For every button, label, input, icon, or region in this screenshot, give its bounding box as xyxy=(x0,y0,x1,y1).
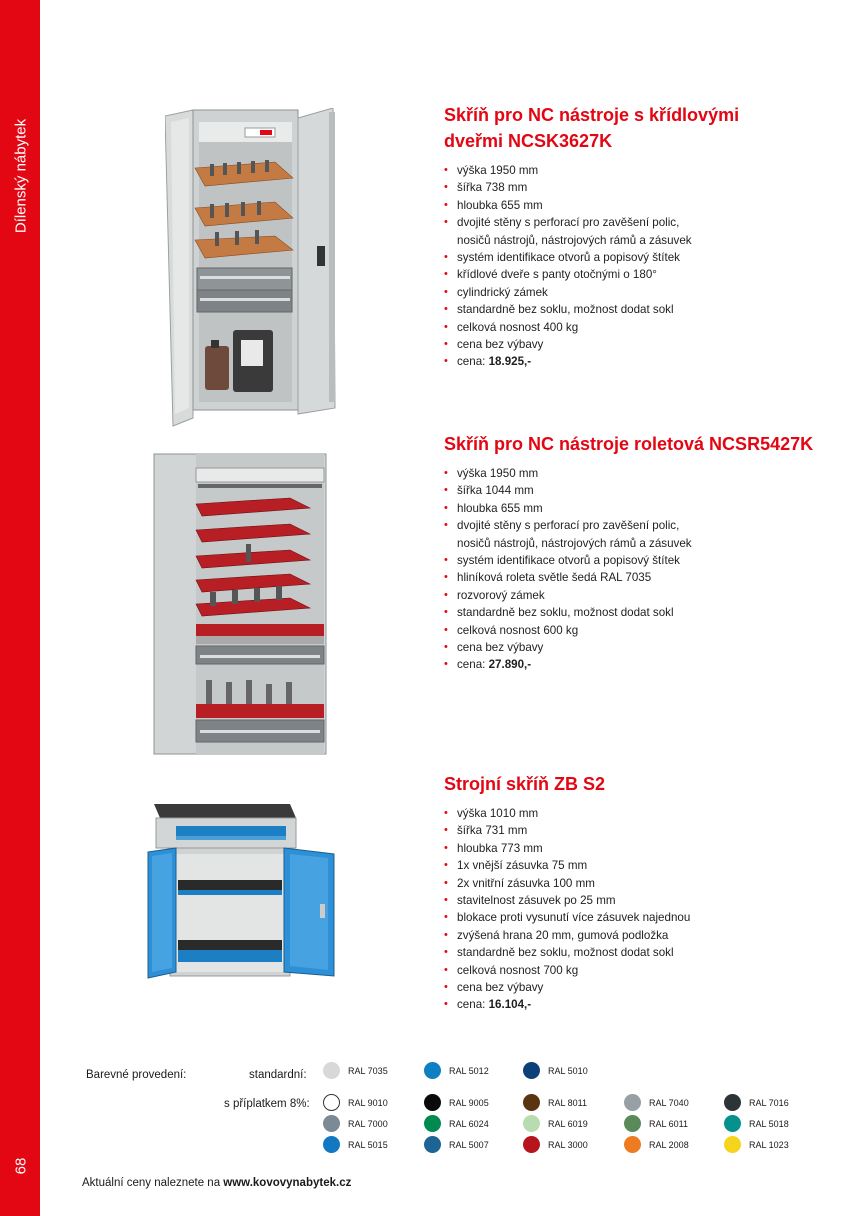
spec-item: • šířka 738 mm xyxy=(444,179,844,196)
price: • cena: 18.925,- xyxy=(444,353,844,370)
color-code: RAL 3000 xyxy=(548,1139,588,1150)
spec-item: • dvojité stěny s perforací pro zavěšení polic, xyxy=(444,517,844,534)
spec-item: • systém identifikace otvorů a popisový štítek xyxy=(444,249,844,266)
color-swatch xyxy=(424,1094,489,1111)
standard-label: standardní: xyxy=(249,1069,307,1081)
color-swatch xyxy=(724,1094,789,1111)
spec-item: • standardně bez soklu, možnost dodat sokl xyxy=(444,301,844,318)
product-ncsk3627k xyxy=(444,102,844,371)
color-swatch xyxy=(323,1115,388,1132)
spec-item: • hloubka 655 mm xyxy=(444,500,844,517)
spec-item: • blokace proti vysunutí více zásuvek najednou xyxy=(444,909,844,926)
color-swatch xyxy=(523,1136,588,1153)
spec-item: • hloubka 655 mm xyxy=(444,197,844,214)
product-zb-s2 xyxy=(444,771,844,1014)
color-swatch xyxy=(624,1136,689,1153)
section-title: Dílenský nábytek xyxy=(12,118,30,234)
color-code: RAL 1023 xyxy=(749,1139,789,1150)
spec-item: • cena bez výbavy xyxy=(444,336,844,353)
sidebar xyxy=(0,0,40,1216)
color-code: RAL 8011 xyxy=(548,1097,588,1108)
color-code: RAL 6024 xyxy=(449,1118,489,1129)
color-dot xyxy=(424,1094,441,1111)
spec-item: • výška 1950 mm xyxy=(444,162,844,179)
color-swatch xyxy=(424,1115,489,1132)
color-code: RAL 7040 xyxy=(649,1097,689,1108)
product-title: Skříň pro NC nástroje s křídlovými dveřmi NCSK3627K xyxy=(444,105,740,151)
spec-item: • 1x vnější zásuvka 75 mm xyxy=(444,857,844,874)
color-dot xyxy=(323,1094,340,1111)
spec-item: • 2x vnitřní zásuvka 100 mm xyxy=(444,875,844,892)
color-swatch xyxy=(724,1115,789,1132)
color-swatch xyxy=(624,1094,689,1111)
color-dot xyxy=(724,1136,741,1153)
color-code: RAL 9010 xyxy=(348,1097,388,1108)
product-image-zb-s2 xyxy=(140,800,340,990)
color-code: RAL 5015 xyxy=(348,1139,388,1150)
color-dot xyxy=(724,1115,741,1132)
color-dot xyxy=(424,1062,441,1079)
spec-list xyxy=(444,805,844,1014)
color-swatch xyxy=(323,1094,388,1111)
product-ncsr5427k xyxy=(444,431,844,674)
color-code: RAL 7035 xyxy=(348,1065,388,1076)
spec-item-continued: nosičů nástrojů, nástrojových rámů a zásuvek xyxy=(457,536,692,550)
spec-item: • křídlové dveře s panty otočnými o 180° xyxy=(444,266,844,283)
color-swatch xyxy=(523,1094,587,1111)
color-dot xyxy=(323,1062,340,1079)
spec-item: • šířka 1044 mm xyxy=(444,482,844,499)
color-dot xyxy=(624,1136,641,1153)
spec-item: • hloubka 773 mm xyxy=(444,840,844,857)
page-number: 68 xyxy=(12,1157,30,1175)
color-dot xyxy=(724,1094,741,1111)
product-image-ncsr5427k xyxy=(150,452,330,762)
color-options xyxy=(0,1060,860,1160)
spec-list xyxy=(444,162,844,371)
price: • cena: 16.104,- xyxy=(444,996,844,1013)
product-title: Strojní skříň ZB S2 xyxy=(444,774,606,794)
spec-item: • celková nosnost 400 kg xyxy=(444,319,844,336)
spec-item: • cena bez výbavy xyxy=(444,979,844,996)
color-swatch xyxy=(323,1136,388,1153)
color-swatch xyxy=(624,1115,688,1132)
spec-item: • šířka 731 mm xyxy=(444,822,844,839)
color-swatch xyxy=(523,1062,588,1079)
spec-item: • cena bez výbavy xyxy=(444,639,844,656)
color-dot xyxy=(424,1115,441,1132)
color-dot xyxy=(624,1115,641,1132)
product-title: Skříň pro NC nástroje roletová NCSR5427K xyxy=(444,434,814,454)
color-code: RAL 5007 xyxy=(449,1139,489,1150)
spec-item: • standardně bez soklu, možnost dodat sokl xyxy=(444,604,844,621)
color-dot xyxy=(523,1136,540,1153)
color-code: RAL 7000 xyxy=(348,1118,388,1129)
spec-list xyxy=(444,465,844,674)
spec-item: • dvojité stěny s perforací pro zavěšení polic, xyxy=(444,214,844,231)
color-code: RAL 5018 xyxy=(749,1118,789,1129)
color-dot xyxy=(624,1094,641,1111)
color-dot xyxy=(523,1062,540,1079)
spec-item: • celková nosnost 700 kg xyxy=(444,962,844,979)
color-swatch xyxy=(523,1115,588,1132)
color-swatch xyxy=(424,1136,489,1153)
spec-item: • zvýšená hrana 20 mm, gumová podložka xyxy=(444,927,844,944)
spec-item: • celková nosnost 600 kg xyxy=(444,622,844,639)
spec-item-continued: nosičů nástrojů, nástrojových rámů a zásuvek xyxy=(457,233,692,247)
extra-label: s příplatkem 8%: xyxy=(224,1098,310,1110)
color-dot xyxy=(523,1115,540,1132)
color-code: RAL 6019 xyxy=(548,1118,588,1129)
spec-item: • rozvorový zámek xyxy=(444,587,844,604)
website-link[interactable]: www.kovovynabytek.cz xyxy=(223,1177,352,1189)
colors-heading: Barevné provedení: xyxy=(86,1069,187,1081)
spec-item: • systém identifikace otvorů a popisový štítek xyxy=(444,552,844,569)
price: • cena: 27.890,- xyxy=(444,656,844,673)
product-image-ncsk3627k xyxy=(165,108,355,428)
color-swatch xyxy=(724,1136,789,1153)
color-dot xyxy=(323,1136,340,1153)
spec-item: • standardně bez soklu, možnost dodat sokl xyxy=(444,944,844,961)
color-code: RAL 9005 xyxy=(449,1097,489,1108)
color-code: RAL 6011 xyxy=(649,1118,689,1129)
footer-note: Aktuální ceny naleznete na www.kovovynabytek.cz xyxy=(82,1177,352,1189)
spec-item: • výška 1950 mm xyxy=(444,465,844,482)
spec-item: • výška 1010 mm xyxy=(444,805,844,822)
color-code: RAL 5012 xyxy=(449,1065,489,1076)
color-dot xyxy=(323,1115,340,1132)
spec-item: • stavitelnost zásuvek po 25 mm xyxy=(444,892,844,909)
spec-item: • hliníková roleta světle šedá RAL 7035 xyxy=(444,569,844,586)
color-swatch xyxy=(424,1062,489,1079)
color-code: RAL 5010 xyxy=(548,1065,588,1076)
spec-item: • cylindrický zámek xyxy=(444,284,844,301)
color-dot xyxy=(424,1136,441,1153)
color-code: RAL 2008 xyxy=(649,1139,689,1150)
color-dot xyxy=(523,1094,540,1111)
color-swatch xyxy=(323,1062,388,1079)
color-code: RAL 7016 xyxy=(749,1097,789,1108)
